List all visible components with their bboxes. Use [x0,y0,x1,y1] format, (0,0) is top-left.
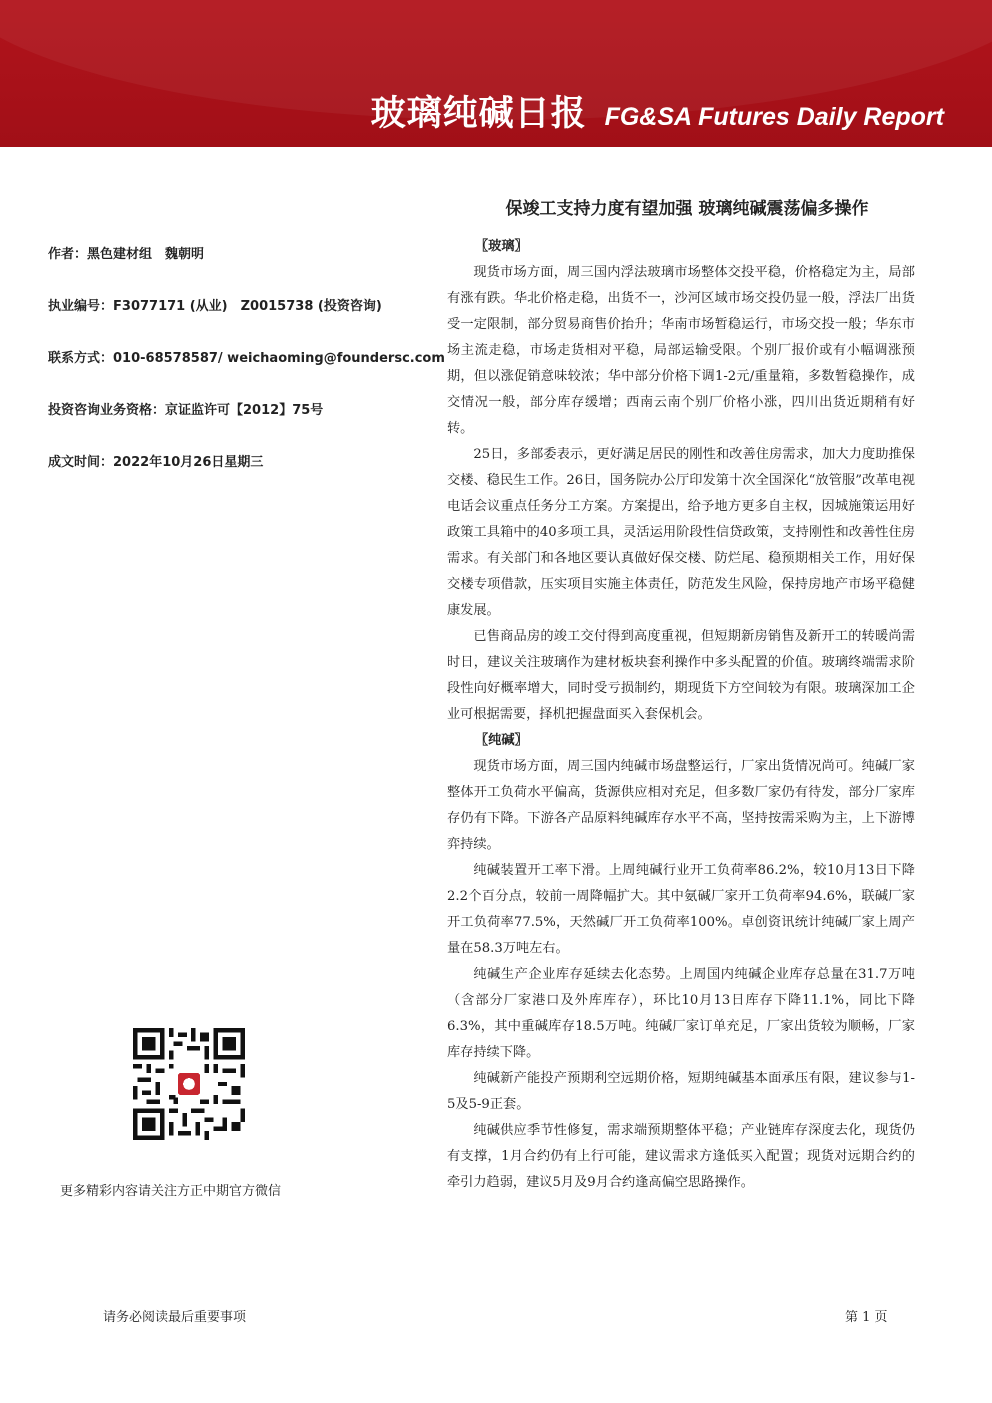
meta-qualification [48,399,428,451]
qr-code-image [133,1028,245,1140]
glass-paragraph: 25日，多部委表示，更好满足居民的刚性和改善住房需求，加大力度助推保交楼、稳民生工作。26日，国务院办公厅印发第十次全国深化“放管服”改革电视电话会议重点任务分工方案。方案提出，给予地方更多自主权，因城施策运用好政策工具箱中的40多项工具，灵活运用阶段性信贷政策，支持刚性和改善性住房需求。有关部门和各地区要认真做好保交楼、防烂尾、稳预期相关工作，用好保交楼专项借款，压实项目实施主体责任，防范发生风险，保持房地产市场平稳健康发展。 [447,447,915,618]
page-number: 第 1 页 [845,1310,888,1325]
meta-label: 执业编号： [48,299,114,314]
soda-paragraph: 现货市场方面，周三国内纯碱市场盘整运行，厂家出货情况尚可。纯碱厂家整体开工负荷水平偏高，货源供应相对充足，但多数厂家仍有待发，部分厂家库存仍有下降。下游各产品原料纯碱库存水平不高，坚持按需采购为主，上下游博弈持续。 [447,759,915,852]
footer-disclaimer: 请务必阅读最后重要事项 [103,1310,247,1325]
header-titles [371,86,944,136]
meta-label: 成文时间： [48,455,114,470]
glass-paragraph: 现货市场方面，周三国内浮法玻璃市场整体交投平稳，价格稳定为主，局部有涨有跌。华北价格走稳，出货不一，沙河区域市场交投仍显一般，浮法厂出货受一定限制，部分贸易商售价抬升；华南市场暂稳运行，市场交投一般；华东市场主流走稳，市场走货相对平稳，局部运输受限。个别厂报价或有小幅调涨预期，但以涨促销意味较浓；华中部分价格下调1-2元/重量箱，多数暂稳操作，成交情况一般，部分库存缓增；西南云南个别厂价格小涨，四川出货近期稍有好转。 [447,265,915,436]
qr-caption: 更多精彩内容请关注方正中期官方微信 [60,1184,282,1199]
section-heading-glass: 〖玻璃〗 [475,239,528,254]
qr-code [133,1028,245,1140]
meta-value: F3077171 (从业) Z0015738 (投资咨询) [113,299,382,314]
meta-license [48,295,428,347]
meta-label: 联系方式： [48,351,114,366]
report-body [447,234,915,1196]
meta-label: 作者： [48,247,88,262]
meta-value: 010-68578587/ weichaoming@foundersc.com [113,351,445,366]
report-header [0,0,992,147]
report-title-en: FG&SA Futures Daily Report [604,103,944,131]
soda-paragraph: 纯碱供应季节性修复，需求端预期整体平稳；产业链库存深度去化，现货仍有支撑，1月合约仍有上行可能，建议需求方逢低买入配置；现货对远期合约的牵引力趋弱，建议5月及9月合约逢高偏空思路操作。 [447,1123,915,1190]
report-title-cn: 玻璃纯碱日报 [370,94,587,134]
author-info [48,243,445,503]
meta-label: 投资咨询业务资格： [48,403,166,418]
meta-author [48,243,428,295]
meta-date [48,451,428,503]
meta-value: 黑色建材组 魏朝明 [87,247,205,262]
meta-contact [48,347,445,399]
soda-paragraph: 纯碱新产能投产预期利空远期价格，短期纯碱基本面承压有限，建议参与1-5及5-9正套。 [447,1071,915,1112]
glass-paragraph: 已售商品房的竣工交付得到高度重视，但短期新房销售及新开工的转暖尚需时日，建议关注玻璃作为建材板块套利操作中多头配置的价值。玻璃终端需求阶段性向好概率增大，同时受亏损制约，期现货下方空间较为有限。玻璃深加工企业可根据需要，择机把握盘面买入套保机会。 [447,629,915,722]
section-heading-soda: 〖纯碱〗 [475,733,528,748]
meta-value: 京证监许可【2012】75号 [165,403,324,418]
soda-paragraph: 纯碱装置开工率下滑。上周纯碱行业开工负荷率86.2%，较10月13日下降2.2个百分点，较前一周降幅扩大。其中氨碱厂家开工负荷率94.6%，联碱厂家开工负荷率77.5%，天然碱厂开工负荷率100%。卓创资讯统计纯碱厂家上周产量在58.3万吨左右。 [447,863,915,956]
report-headline: 保竣工支持力度有望加强 玻璃纯碱震荡偏多操作 [505,199,869,219]
soda-paragraph: 纯碱生产企业库存延续去化态势。上周国内纯碱企业库存总量在31.7万吨（含部分厂家港口及外库库存），环比10月13日库存下降11.1%，同比下降6.3%，其中重碱库存18.5万吨。纯碱厂家订单充足，厂家出货较为顺畅，厂家库存持续下降。 [447,967,915,1060]
meta-value: 2022年10月26日星期三 [113,455,264,470]
